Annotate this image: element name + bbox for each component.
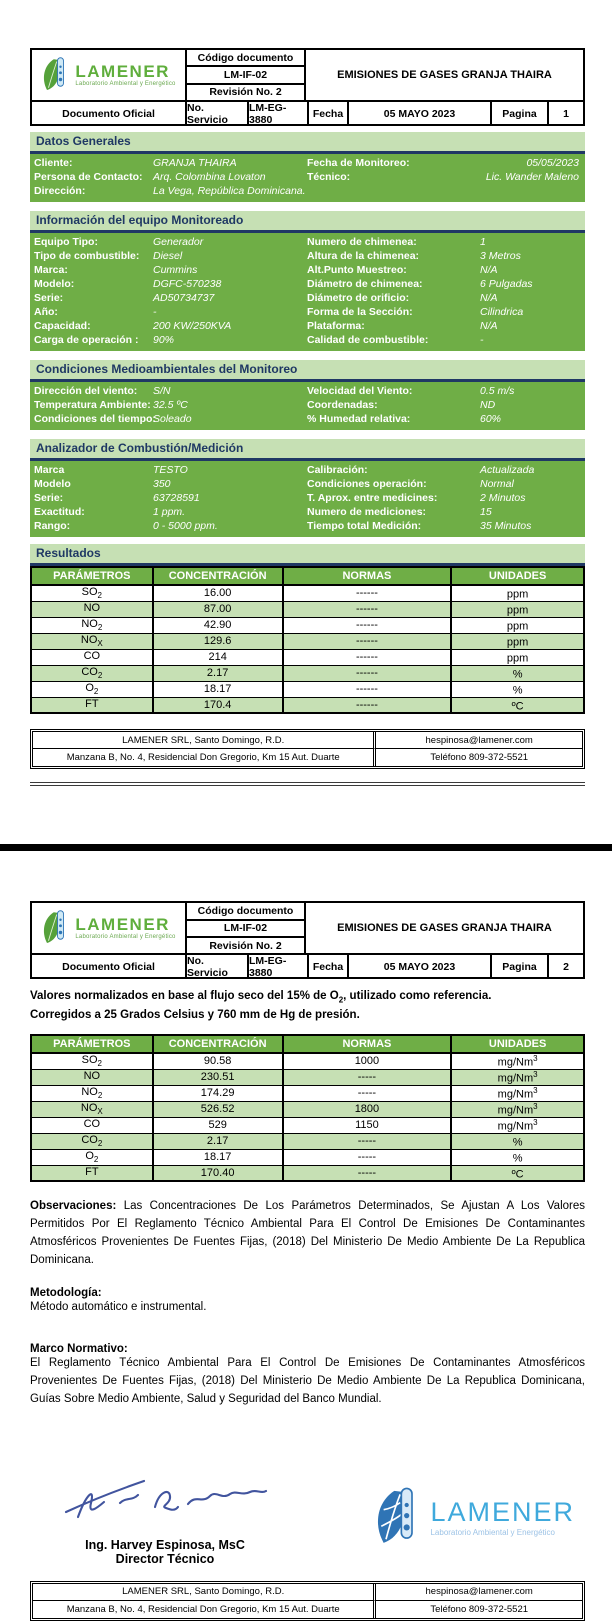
parameter-cell: $CO_2$: [31, 665, 153, 681]
kv-row: [30, 184, 585, 198]
contact-email: hespinosa@lamener.com: [373, 732, 582, 749]
norm-cell: -----: [283, 1133, 452, 1149]
equipo-block: [30, 233, 585, 351]
table-row: [31, 1069, 584, 1085]
no-servicio-value: LM-EG-3880: [249, 102, 309, 126]
kv-row: [30, 384, 585, 398]
field-label: Capacidad:: [34, 320, 91, 332]
parameter-cell: $NO_2$: [31, 1085, 153, 1101]
field-label: [303, 185, 480, 197]
field-label: % Humedad relativa:: [307, 413, 411, 425]
norm-cell: ------: [283, 617, 452, 633]
page-1: [30, 0, 585, 786]
unit-cell: mg/Nm$^3$: [451, 1053, 584, 1069]
field-value: 200 KW/250KVA: [153, 320, 232, 332]
field-label: Persona de Contacto:: [34, 171, 143, 183]
concentration-cell: 170.4: [153, 697, 283, 713]
parameter-cell: CO: [31, 649, 153, 665]
field-label: Forma de la Sección:: [307, 306, 413, 318]
parameter-cell: $NO_X$: [31, 1101, 153, 1117]
parameter-cell: $NO_2$: [31, 617, 153, 633]
kv-row: [30, 263, 585, 277]
results-table-page2: [30, 1034, 585, 1182]
page-separator-bar: [0, 844, 612, 851]
col-unidades: UNIDADES: [451, 567, 584, 585]
codigo-value: LM-IF-02: [187, 921, 304, 938]
field-label: Temperatura Ambiente:: [34, 399, 151, 411]
norm-cell: ------: [283, 649, 452, 665]
kv-row: [30, 170, 585, 184]
pagina-label: Pagina: [492, 102, 549, 126]
concentration-cell: 18.17: [153, 681, 283, 697]
field-value: 2 Minutos: [480, 492, 526, 504]
lamener-stamp: [373, 1483, 575, 1553]
parameter-cell: CO: [31, 1117, 153, 1133]
col-parametros: PARÁMETROS: [31, 1035, 153, 1053]
datos-generales-block: [30, 154, 585, 202]
logo-wordmark: LAMENER: [75, 62, 170, 81]
concentration-cell: 526.52: [153, 1101, 283, 1117]
leaf-testtube-icon: [41, 54, 71, 96]
observaciones-label: Observaciones:: [30, 1200, 117, 1213]
field-value: Normal: [480, 478, 514, 490]
col-normas: NORMAS: [283, 1035, 452, 1053]
codigo-value: LM-IF-02: [187, 67, 304, 84]
contact-footer-page1: [30, 729, 585, 769]
parameter-cell: FT: [31, 697, 153, 713]
no-servicio-label: No. Servicio: [187, 102, 249, 126]
revision-value: Revisión No. 2: [209, 939, 282, 952]
field-label: Tipo de combustible:: [34, 250, 140, 262]
marco-normativo-label: Marco Normativo:: [30, 1343, 128, 1356]
codigo-label: Código documento: [187, 903, 304, 920]
results-table-page1: [30, 566, 585, 714]
stamp-subtitle: Laboratorio Ambiental y Energético: [430, 1527, 555, 1537]
unit-cell: ppm: [451, 585, 584, 601]
norm-cell: 1150: [283, 1117, 452, 1133]
field-value: Generador: [153, 236, 204, 248]
field-value: -: [153, 306, 157, 318]
field-value: Actualizada: [480, 464, 535, 476]
field-label: Diámetro de orificio:: [307, 292, 410, 304]
section-title-analizador: Analizador de Combustión/Medición: [30, 439, 585, 461]
normalization-note: Valores normalizados en base al flujo seco del 15% de $O_2$, utilizado como referencia. Corregidos a 25 Grados Celsius y 760 mm de Hg de presión.: [30, 990, 492, 1021]
field-value: 05/05/2023: [526, 157, 579, 169]
field-value: 0.5 m/s: [480, 385, 515, 397]
unit-cell: ppm: [451, 617, 584, 633]
norm-cell: ------: [283, 585, 452, 601]
concentration-cell: 90.58: [153, 1053, 283, 1069]
field-value: Soleado: [153, 413, 192, 425]
kv-row: [30, 519, 585, 533]
document-title: EMISIONES DE GASES GRANJA THAIRA: [337, 69, 552, 81]
document-title: EMISIONES DE GASES GRANJA THAIRA: [337, 922, 552, 935]
table-row: [31, 1133, 584, 1149]
logo-subtitle: Laboratorio Ambiental y Energético: [75, 81, 176, 87]
results-header-row: [31, 567, 584, 585]
norm-cell: -----: [283, 1085, 452, 1101]
stamp-leaf-icon: [373, 1483, 425, 1553]
field-value: Cilindrica: [480, 306, 524, 318]
unit-cell: %: [451, 665, 584, 681]
unit-cell: mg/Nm$^3$: [451, 1101, 584, 1117]
concentration-cell: 214: [153, 649, 283, 665]
field-value: N/A: [480, 264, 498, 276]
table-row: [31, 1149, 584, 1165]
table-row: [31, 665, 584, 681]
field-label: Condiciones del tiempo:: [34, 413, 156, 425]
table-row: [31, 681, 584, 697]
parameter-cell: FT: [31, 1165, 153, 1181]
unit-cell: %: [451, 1149, 584, 1165]
signer-name: Ing. Harvey Espinosa, MsC: [85, 1537, 245, 1552]
fecha-value: 05 MAYO 2023: [349, 955, 492, 979]
parameter-cell: $O_2$: [31, 1149, 153, 1165]
unit-cell: ppm: [451, 601, 584, 617]
table-row: [31, 617, 584, 633]
page1-end-rule: [30, 782, 585, 786]
codigo-label: Código documento: [187, 50, 304, 67]
concentration-cell: 170.40: [153, 1165, 283, 1181]
field-value: 60%: [480, 413, 502, 425]
field-value: GRANJA THAIRA: [153, 157, 237, 169]
concentration-cell: 16.00: [153, 585, 283, 601]
unit-cell: mg/Nm$^3$: [451, 1069, 584, 1085]
condiciones-block: [30, 382, 585, 430]
no-servicio-value: LM-EG-3880: [249, 955, 309, 979]
codigo-documento-block: [187, 50, 306, 100]
company-address: Manzana B, No. 4, Residencial Don Gregorio, Km 15 Aut. Duarte: [66, 752, 340, 764]
col-unidades: UNIDADES: [451, 1035, 584, 1053]
field-value: 32.5 ºC: [153, 399, 188, 411]
doc-oficial-label: Documento Oficial: [32, 955, 187, 979]
no-servicio-label: No. Servicio: [187, 955, 249, 979]
field-label: Dirección del viento:: [34, 385, 138, 397]
field-value: AD50734737: [153, 292, 215, 304]
col-concentracion: CONCENTRACIÓN: [153, 1035, 283, 1053]
field-label: Exactitud:: [34, 506, 85, 518]
section-title-condiciones: Condiciones Medioambientales del Monitoreo: [30, 360, 585, 382]
parameter-cell: $NO_X$: [31, 633, 153, 649]
norm-cell: 1000: [283, 1053, 452, 1069]
contact-footer-page2: [30, 1581, 585, 1621]
table-row: [31, 1053, 584, 1069]
marco-normativo-block: Marco Normativo: El Reglamento Técnico Ambiental Para El Control De Emisiones De Contaminantes Atmosféricos Provenientes De Fuentes Fijas, (2018) Del Ministerio De Medio Ambiente De La Republica Dominicana, Guías Sobre Medio Ambiente, Salud y Seguridad del Banco Mundial.: [30, 1343, 585, 1405]
company-name: LAMENER SRL, Santo Domingo, R.D.: [33, 1584, 373, 1601]
observaciones-paragraph: Observaciones: Las Concentraciones De Los Parámetros Determinados, Se Ajustan A Los Valores Permitidos Por El Reglamento Técnico Ambiental Para El Control De Emisiones De Contaminantes Atmosféricos Provenientes De Fuentes Fijas, (2018) Del Ministerio De Medio Ambiente De La Republica Dominicana.: [30, 1200, 585, 1266]
parameter-cell: NO: [31, 1069, 153, 1085]
pagina-number: 1: [563, 108, 569, 120]
field-value: S/N: [153, 385, 171, 397]
field-label: Serie:: [34, 292, 64, 304]
field-value: 35 Minutos: [480, 520, 532, 532]
field-label: Rango:: [34, 520, 71, 532]
field-label: Alt.Punto Muestreo:: [307, 264, 407, 276]
field-label: Fecha de Monitoreo:: [307, 157, 410, 169]
concentration-cell: 2.17: [153, 665, 283, 681]
page-2: [30, 851, 585, 1620]
norm-cell: -----: [283, 1069, 452, 1085]
field-label: Calibración:: [307, 464, 368, 476]
field-label: Velocidad del Viento:: [307, 385, 413, 397]
norm-cell: -----: [283, 1149, 452, 1165]
field-label: T. Aprox. entre medicines:: [307, 492, 438, 504]
col-concentracion: CONCENTRACIÓN: [153, 567, 283, 585]
field-value: 3 Metros: [480, 250, 521, 262]
section-title-resultados: Resultados: [30, 544, 585, 566]
logo-subtitle: Laboratorio Ambiental y Energético: [75, 934, 176, 941]
field-value: 1 ppm.: [153, 506, 186, 518]
field-value: 0 - 5000 ppm.: [153, 520, 218, 532]
concentration-cell: 18.17: [153, 1149, 283, 1165]
kv-row: [30, 305, 585, 319]
norm-cell: ------: [283, 665, 452, 681]
unit-cell: ppm: [451, 633, 584, 649]
unit-cell: %: [451, 681, 584, 697]
col-parametros: PARÁMETROS: [31, 567, 153, 585]
company-name: LAMENER SRL, Santo Domingo, R.D.: [33, 732, 373, 749]
kv-row: [30, 333, 585, 347]
metodologia-label: Metodología:: [30, 1287, 102, 1300]
concentration-cell: 174.29: [153, 1085, 283, 1101]
field-value: Arq. Colombina Lovaton: [153, 171, 266, 183]
concentration-cell: 529: [153, 1117, 283, 1133]
field-value: 6 Pulgadas: [480, 278, 533, 290]
norm-cell: ------: [283, 601, 452, 617]
parameter-cell: $CO_2$: [31, 1133, 153, 1149]
page1-header-table: [30, 48, 585, 126]
kv-row: [30, 291, 585, 305]
field-label: Modelo: [34, 478, 71, 490]
revision-value: Revisión No. 2: [209, 86, 282, 99]
field-label: Tiempo total Medición:: [307, 520, 422, 532]
stamp-wordmark: LAMENER: [430, 1496, 575, 1527]
table-row: [31, 1165, 584, 1181]
signature: [60, 1465, 270, 1531]
field-value: N/A: [480, 292, 498, 304]
field-value: Cummins: [153, 264, 198, 276]
kv-row: [30, 463, 585, 477]
concentration-cell: 129.6: [153, 633, 283, 649]
field-label: Diámetro de chimenea:: [307, 278, 423, 290]
field-label: Plataforma:: [307, 320, 365, 332]
field-label: Numero de chimenea:: [307, 236, 417, 248]
contact-phone: Teléfono 809-372-5521: [373, 749, 582, 766]
kv-row: [30, 156, 585, 170]
field-label: Dirección:: [34, 185, 86, 197]
field-value: La Vega, República Dominicana.: [153, 185, 306, 197]
field-value: 90%: [153, 334, 175, 346]
section-title-equipo: Información del equipo Monitoreado: [30, 211, 585, 233]
concentration-cell: 42.90: [153, 617, 283, 633]
field-label: Altura de la chimenea:: [307, 250, 420, 262]
contact-phone: Teléfono 809-372-5521: [373, 1601, 582, 1618]
field-value: 1: [480, 236, 486, 248]
field-value: Diesel: [153, 250, 183, 262]
field-value: [480, 185, 585, 197]
field-value: N/A: [480, 320, 498, 332]
field-label: Condiciones operación:: [307, 478, 427, 490]
parameter-cell: $O_2$: [31, 681, 153, 697]
kv-row: [30, 235, 585, 249]
leaf-testtube-icon: [41, 907, 71, 949]
unit-cell: mg/Nm$^3$: [451, 1117, 584, 1133]
norm-cell: ------: [283, 633, 452, 649]
kv-row: [30, 477, 585, 491]
lamener-logo: [32, 50, 187, 100]
section-title-datos-generales: Datos Generales: [30, 132, 585, 154]
fecha-label: Fecha: [309, 102, 349, 126]
contact-email: hespinosa@lamener.com: [373, 1584, 582, 1601]
unit-cell: ppm: [451, 649, 584, 665]
metodologia-block: Metodología: Método automático e instrumental.: [30, 1287, 585, 1317]
field-label: Marca: [34, 464, 65, 476]
doc-oficial-label: Documento Oficial: [32, 102, 187, 126]
signer-title: Director Técnico: [115, 1551, 215, 1566]
field-value: 350: [153, 478, 171, 490]
unit-cell: %: [451, 1133, 584, 1149]
table-row: [31, 1101, 584, 1117]
field-value: 15: [480, 506, 492, 518]
kv-row: [30, 398, 585, 412]
analizador-block: [30, 461, 585, 537]
field-value: TESTO: [153, 464, 188, 476]
unit-cell: ºC: [451, 1165, 584, 1181]
table-row: [31, 1085, 584, 1101]
field-label: Cliente:: [34, 157, 73, 169]
field-label: Serie:: [34, 492, 64, 504]
results-header-row: [31, 1035, 584, 1053]
field-label: Numero de mediciones:: [307, 506, 427, 518]
field-label: Marca:: [34, 264, 68, 276]
kv-row: [30, 277, 585, 291]
field-value: DGFC-570238: [153, 278, 222, 290]
field-value: 63728591: [153, 492, 200, 504]
field-value: -: [480, 334, 484, 346]
page2-header-table: [30, 901, 585, 979]
norm-cell: 1800: [283, 1101, 452, 1117]
table-row: [31, 649, 584, 665]
norm-cell: ------: [283, 681, 452, 697]
parameter-cell: NO: [31, 601, 153, 617]
field-label: Técnico:: [307, 171, 351, 183]
concentration-cell: 230.51: [153, 1069, 283, 1085]
kv-row: [30, 412, 585, 426]
norm-cell: -----: [283, 1165, 452, 1181]
field-label: Año:: [34, 306, 58, 318]
table-row: [31, 1117, 584, 1133]
unit-cell: ºC: [451, 697, 584, 713]
col-normas: NORMAS: [283, 567, 452, 585]
company-address: Manzana B, No. 4, Residencial Don Gregorio, Km 15 Aut. Duarte: [66, 1603, 340, 1615]
kv-row: [30, 491, 585, 505]
parameter-cell: $SO_2$: [31, 585, 153, 601]
fecha-label: Fecha: [309, 955, 349, 979]
lamener-logo: [32, 903, 187, 953]
pagina-label: Pagina: [492, 955, 549, 979]
field-label: Coordenadas:: [307, 399, 378, 411]
table-row: [31, 601, 584, 617]
kv-row: [30, 505, 585, 519]
kv-row: [30, 319, 585, 333]
parameter-cell: $SO_2$: [31, 1053, 153, 1069]
codigo-documento-block: [187, 903, 306, 953]
concentration-cell: 2.17: [153, 1133, 283, 1149]
concentration-cell: 87.00: [153, 601, 283, 617]
pagina-number: 2: [563, 961, 569, 974]
unit-cell: mg/Nm$^3$: [451, 1085, 584, 1101]
kv-row: [30, 249, 585, 263]
fecha-value: 05 MAYO 2023: [349, 102, 492, 126]
table-row: [31, 633, 584, 649]
field-value: ND: [480, 399, 496, 411]
field-label: Equipo Tipo:: [34, 236, 98, 248]
field-value: Lic. Wander Maleno: [485, 171, 579, 183]
table-row: [31, 697, 584, 713]
norm-cell: ------: [283, 697, 452, 713]
table-row: [31, 585, 584, 601]
field-label: Modelo:: [34, 278, 75, 290]
field-label: Calidad de combustible:: [307, 334, 429, 346]
logo-wordmark: LAMENER: [75, 915, 170, 935]
signature-zone: [30, 1465, 585, 1577]
field-label: Carga de operación :: [34, 334, 139, 346]
